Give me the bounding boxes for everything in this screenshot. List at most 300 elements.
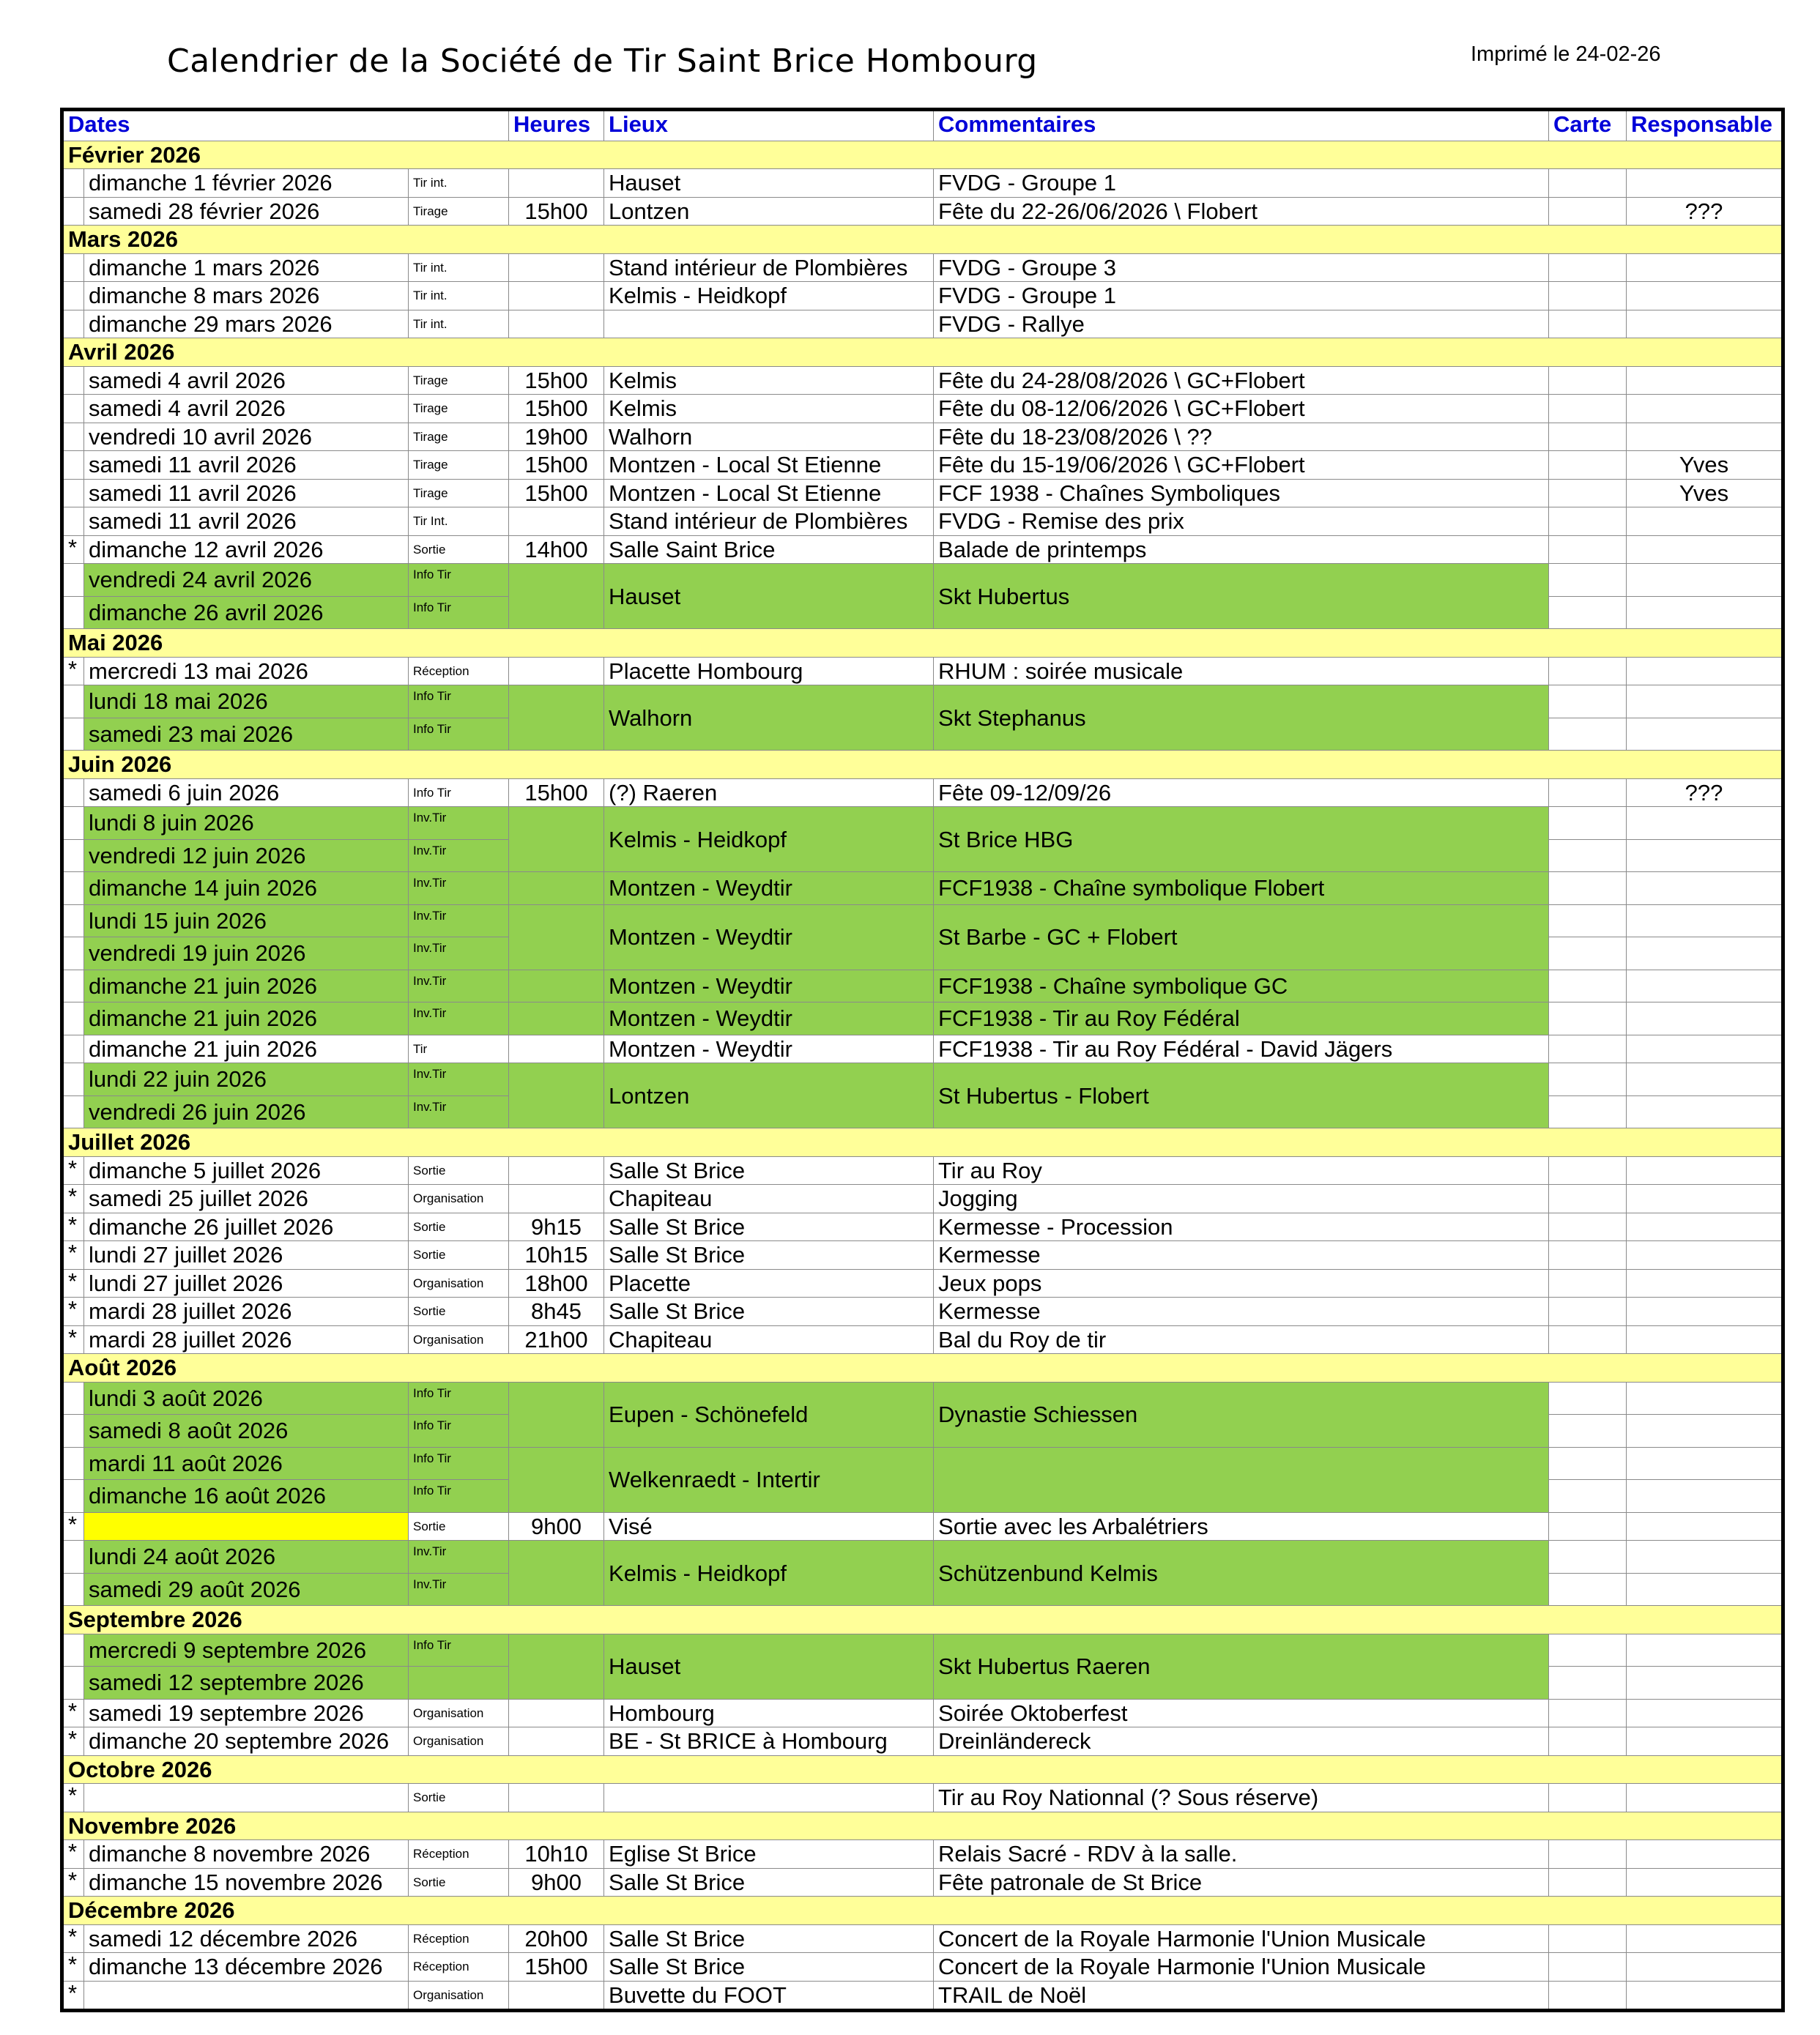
- invitation-place: Montzen - Weydtir: [604, 872, 934, 905]
- event-card: [1549, 1727, 1627, 1756]
- event-comment: Concert de la Royale Harmonie l'Union Musicale: [934, 1953, 1549, 1982]
- event-responsible: [1627, 685, 1783, 718]
- event-row[interactable]: [62, 1241, 1783, 1270]
- event-row[interactable]: [62, 1325, 1783, 1354]
- month-header-row: [62, 751, 1783, 779]
- invitation-place: Hauset: [604, 1634, 934, 1699]
- event-card: [1549, 1298, 1627, 1326]
- month-label: Juin 2026: [62, 751, 1783, 779]
- invitation-type: Info Tir: [409, 1634, 509, 1667]
- event-row[interactable]: [62, 1953, 1783, 1982]
- event-row[interactable]: [62, 535, 1783, 564]
- event-date: dimanche 29 mars 2026: [84, 310, 409, 338]
- month-label: Novembre 2026: [62, 1812, 1783, 1840]
- invitation-type: Inv.Tir: [409, 839, 509, 872]
- event-star-marker: *: [62, 1512, 84, 1541]
- event-star-marker: [62, 507, 84, 536]
- event-star-marker: *: [62, 1325, 84, 1354]
- invitation-date: dimanche 14 juin 2026: [84, 872, 409, 905]
- event-type: Sortie: [409, 1784, 509, 1812]
- event-responsible: [1627, 1924, 1783, 1953]
- invitation-comment: St Barbe - GC + Flobert: [934, 904, 1549, 970]
- event-comment: FVDG - Groupe 3: [934, 253, 1549, 282]
- invitation-type: Info Tir: [409, 596, 509, 629]
- event-place: Kelmis - Heidkopf: [604, 282, 934, 310]
- invitation-row[interactable]: [62, 1063, 1783, 1096]
- event-card: [1549, 1924, 1627, 1953]
- invitation-date: vendredi 24 avril 2026: [84, 564, 409, 597]
- event-responsible: [1627, 1325, 1783, 1354]
- event-star-marker: *: [62, 1185, 84, 1213]
- event-responsible: [1627, 970, 1783, 1002]
- invitation-row[interactable]: [62, 1002, 1783, 1035]
- event-row[interactable]: [62, 778, 1783, 807]
- invitation-date: mercredi 9 septembre 2026: [84, 1634, 409, 1667]
- event-comment: TRAIL de Noël: [934, 1981, 1549, 2011]
- invitation-date: vendredi 26 juin 2026: [84, 1095, 409, 1128]
- invitation-comment: Skt Hubertus Raeren: [934, 1634, 1549, 1699]
- event-type: Sortie: [409, 1512, 509, 1541]
- event-type: Organisation: [409, 1269, 509, 1298]
- event-hour: [509, 253, 604, 282]
- event-row[interactable]: [62, 1868, 1783, 1897]
- invitation-date: dimanche 26 avril 2026: [84, 596, 409, 629]
- month-header-row: [62, 629, 1783, 658]
- event-date: samedi 11 avril 2026: [84, 479, 409, 507]
- event-comment: FCF 1938 - Chaînes Symboliques: [934, 479, 1549, 507]
- invitation-type: Info Tir: [409, 685, 509, 718]
- event-type: Sortie: [409, 1868, 509, 1897]
- event-row[interactable]: [62, 1512, 1783, 1541]
- column-header-lieux[interactable]: Lieux: [604, 110, 934, 141]
- event-row[interactable]: [62, 395, 1783, 423]
- event-type: Organisation: [409, 1185, 509, 1213]
- event-comment: Fête du 08-12/06/2026 \ GC+Flobert: [934, 395, 1549, 423]
- calendar-body: [62, 110, 1783, 2011]
- invitation-type: [409, 1667, 509, 1700]
- event-comment: Fête du 18-23/08/2026 \ ??: [934, 423, 1549, 451]
- event-hour: 20h00: [509, 1924, 604, 1953]
- event-comment: Balade de printemps: [934, 535, 1549, 564]
- event-type: Organisation: [409, 1325, 509, 1354]
- invitation-hour: [509, 1382, 604, 1447]
- event-star-marker: [62, 1667, 84, 1700]
- invitation-row[interactable]: [62, 904, 1783, 937]
- event-type: Info Tir: [409, 778, 509, 807]
- event-star-marker: *: [62, 657, 84, 685]
- event-star-marker: *: [62, 1953, 84, 1982]
- event-row[interactable]: [62, 1840, 1783, 1869]
- event-place: Montzen - Local St Etienne: [604, 451, 934, 480]
- invitation-hour: [509, 970, 604, 1002]
- event-hour: [509, 169, 604, 198]
- event-row[interactable]: [62, 1185, 1783, 1213]
- event-star-marker: *: [62, 535, 84, 564]
- event-row[interactable]: [62, 1924, 1783, 1953]
- event-responsible: [1627, 282, 1783, 310]
- event-type: Tir int.: [409, 282, 509, 310]
- event-type: Tirage: [409, 479, 509, 507]
- invitation-type: Info Tir: [409, 1382, 509, 1415]
- invitation-row[interactable]: [62, 1634, 1783, 1667]
- event-place: Salle Saint Brice: [604, 535, 934, 564]
- event-hour: [509, 1699, 604, 1727]
- event-type: Réception: [409, 1924, 509, 1953]
- event-responsible: [1627, 1699, 1783, 1727]
- event-card: [1549, 507, 1627, 536]
- event-comment: Fête du 15-19/06/2026 \ GC+Flobert: [934, 451, 1549, 480]
- event-star-marker: *: [62, 1298, 84, 1326]
- event-place: [604, 1784, 934, 1812]
- event-star-marker: [62, 1415, 84, 1448]
- event-card: [1549, 564, 1627, 597]
- event-card: [1549, 1185, 1627, 1213]
- month-label: Mai 2026: [62, 629, 1783, 658]
- invitation-row[interactable]: [62, 1447, 1783, 1480]
- invitation-place: Welkenraedt - Intertir: [604, 1447, 934, 1512]
- event-responsible: [1627, 366, 1783, 395]
- event-star-marker: *: [62, 1269, 84, 1298]
- event-date: dimanche 1 février 2026: [84, 169, 409, 198]
- invitation-hour: [509, 1541, 604, 1606]
- month-label: Septembre 2026: [62, 1606, 1783, 1634]
- invitation-place: Hauset: [604, 564, 934, 629]
- month-header-row: [62, 1755, 1783, 1784]
- event-date: samedi 19 septembre 2026: [84, 1699, 409, 1727]
- event-star-marker: *: [62, 1241, 84, 1270]
- event-row[interactable]: [62, 1699, 1783, 1727]
- invitation-hour: [509, 1063, 604, 1128]
- invitation-row[interactable]: [62, 807, 1783, 840]
- event-star-marker: [62, 778, 84, 807]
- invitation-date: samedi 8 août 2026: [84, 1415, 409, 1448]
- invitation-comment: FCF1938 - Chaîne symbolique Flobert: [934, 872, 1549, 905]
- invitation-place: Montzen - Weydtir: [604, 970, 934, 1002]
- column-header-responsable[interactable]: Responsable: [1627, 110, 1783, 141]
- event-comment: Fête du 22-26/06/2026 \ Flobert: [934, 197, 1549, 226]
- event-row[interactable]: [62, 169, 1783, 198]
- event-place: Montzen - Local St Etienne: [604, 479, 934, 507]
- event-card: [1549, 1699, 1627, 1727]
- invitation-row[interactable]: [62, 564, 1783, 597]
- event-star-marker: [62, 970, 84, 1002]
- invitation-place: Kelmis - Heidkopf: [604, 807, 934, 872]
- event-comment: Jeux pops: [934, 1269, 1549, 1298]
- event-row[interactable]: [62, 1981, 1783, 2011]
- event-responsible: [1627, 1063, 1783, 1096]
- event-place: Salle St Brice: [604, 1213, 934, 1241]
- invitation-date: mardi 11 août 2026: [84, 1447, 409, 1480]
- event-star-marker: *: [62, 1784, 84, 1812]
- month-label: Décembre 2026: [62, 1897, 1783, 1925]
- invitation-type: Inv.Tir: [409, 1002, 509, 1035]
- event-responsible: [1627, 1953, 1783, 1982]
- invitation-row[interactable]: [62, 872, 1783, 905]
- event-type: Organisation: [409, 1699, 509, 1727]
- invitation-row[interactable]: [62, 1541, 1783, 1574]
- event-place: BE - St BRICE à Hombourg: [604, 1727, 934, 1756]
- event-card: [1549, 1953, 1627, 1982]
- event-responsible: [1627, 807, 1783, 840]
- event-place: Salle St Brice: [604, 1241, 934, 1270]
- invitation-comment: Skt Stephanus: [934, 685, 1549, 751]
- event-star-marker: *: [62, 1699, 84, 1727]
- event-responsible: [1627, 310, 1783, 338]
- month-label: Avril 2026: [62, 338, 1783, 367]
- event-hour: [509, 1156, 604, 1185]
- event-star-marker: *: [62, 1213, 84, 1241]
- invitation-date: vendredi 12 juin 2026: [84, 839, 409, 872]
- event-row[interactable]: [62, 1035, 1783, 1063]
- event-hour: 21h00: [509, 1325, 604, 1354]
- event-star-marker: [62, 1541, 84, 1574]
- event-responsible: [1627, 1667, 1783, 1700]
- event-card: [1549, 1868, 1627, 1897]
- event-responsible: [1627, 395, 1783, 423]
- event-type: Tirage: [409, 197, 509, 226]
- event-type: Réception: [409, 1840, 509, 1869]
- event-type: Organisation: [409, 1727, 509, 1756]
- event-star-marker: [62, 872, 84, 905]
- event-date: lundi 27 juillet 2026: [84, 1241, 409, 1270]
- invitation-hour: [509, 1002, 604, 1035]
- event-comment: Sortie avec les Arbalétriers: [934, 1512, 1549, 1541]
- event-responsible: [1627, 1981, 1783, 2011]
- event-star-marker: [62, 253, 84, 282]
- event-comment: Kermesse - Procession: [934, 1213, 1549, 1241]
- event-date: dimanche 5 juillet 2026: [84, 1156, 409, 1185]
- event-responsible: [1627, 1002, 1783, 1035]
- event-type: Sortie: [409, 535, 509, 564]
- event-type: Sortie: [409, 1298, 509, 1326]
- event-card: [1549, 423, 1627, 451]
- event-card: [1549, 1063, 1627, 1096]
- event-responsible: [1627, 1480, 1783, 1513]
- event-star-marker: [62, 1382, 84, 1415]
- column-header-dates[interactable]: Dates: [62, 110, 509, 141]
- invitation-date: lundi 18 mai 2026: [84, 685, 409, 718]
- event-comment: Concert de la Royale Harmonie l'Union Musicale: [934, 1924, 1549, 1953]
- event-date: dimanche 21 juin 2026: [84, 1035, 409, 1063]
- event-star-marker: *: [62, 1924, 84, 1953]
- event-responsible: Yves: [1627, 479, 1783, 507]
- invitation-hour: [509, 564, 604, 629]
- event-row[interactable]: [62, 657, 1783, 685]
- event-date: samedi 4 avril 2026: [84, 395, 409, 423]
- event-card: [1549, 535, 1627, 564]
- event-comment: Dreinländereck: [934, 1727, 1549, 1756]
- event-type: Tir Int.: [409, 507, 509, 536]
- event-star-marker: [62, 718, 84, 751]
- event-hour: 9h15: [509, 1213, 604, 1241]
- event-row[interactable]: [62, 282, 1783, 310]
- event-responsible: [1627, 596, 1783, 629]
- column-header-heures[interactable]: Heures: [509, 110, 604, 141]
- event-place: Eglise St Brice: [604, 1840, 934, 1869]
- event-place: Placette Hombourg: [604, 657, 934, 685]
- invitation-type: Info Tir: [409, 718, 509, 751]
- event-card: [1549, 1241, 1627, 1270]
- event-card: [1549, 1325, 1627, 1354]
- event-row[interactable]: [62, 197, 1783, 226]
- event-comment: FCF1938 - Tir au Roy Fédéral - David Jägers: [934, 1035, 1549, 1063]
- month-header-row: [62, 141, 1783, 169]
- event-type: Tir int.: [409, 253, 509, 282]
- event-card: [1549, 253, 1627, 282]
- event-responsible: [1627, 1035, 1783, 1063]
- event-date: [84, 1512, 409, 1541]
- event-responsible: [1627, 657, 1783, 685]
- event-star-marker: *: [62, 1840, 84, 1869]
- event-date: mercredi 13 mai 2026: [84, 657, 409, 685]
- event-hour: 15h00: [509, 479, 604, 507]
- event-date: dimanche 8 novembre 2026: [84, 1840, 409, 1869]
- event-card: [1549, 451, 1627, 480]
- event-place: [604, 310, 934, 338]
- invitation-date: lundi 3 août 2026: [84, 1382, 409, 1415]
- invitation-comment: FCF1938 - Tir au Roy Fédéral: [934, 1002, 1549, 1035]
- event-row[interactable]: [62, 366, 1783, 395]
- event-type: Sortie: [409, 1156, 509, 1185]
- month-label: Février 2026: [62, 141, 1783, 169]
- page-title: Calendrier de la Société de Tir Saint Brice Hombourg: [167, 42, 1038, 80]
- invitation-hour: [509, 904, 604, 970]
- event-star-marker: [62, 1002, 84, 1035]
- event-hour: [509, 1727, 604, 1756]
- event-row[interactable]: [62, 479, 1783, 507]
- event-responsible: [1627, 872, 1783, 905]
- event-card: [1549, 596, 1627, 629]
- event-responsible: [1627, 253, 1783, 282]
- event-star-marker: [62, 685, 84, 718]
- event-responsible: [1627, 718, 1783, 751]
- event-date: samedi 4 avril 2026: [84, 366, 409, 395]
- event-row[interactable]: [62, 1298, 1783, 1326]
- column-header-carte[interactable]: Carte: [1549, 110, 1627, 141]
- event-card: [1549, 1634, 1627, 1667]
- event-hour: 15h00: [509, 778, 604, 807]
- event-card: [1549, 1480, 1627, 1513]
- event-row[interactable]: [62, 1213, 1783, 1241]
- invitation-row[interactable]: [62, 970, 1783, 1002]
- event-place: Kelmis: [604, 366, 934, 395]
- month-header-row: [62, 338, 1783, 367]
- event-comment: Kermesse: [934, 1298, 1549, 1326]
- event-place: Salle St Brice: [604, 1868, 934, 1897]
- month-header-row: [62, 1606, 1783, 1634]
- invitation-row[interactable]: [62, 1382, 1783, 1415]
- event-star-marker: [62, 564, 84, 597]
- event-hour: 14h00: [509, 535, 604, 564]
- event-date: dimanche 26 juillet 2026: [84, 1213, 409, 1241]
- event-row[interactable]: [62, 310, 1783, 338]
- event-card: [1549, 1573, 1627, 1606]
- event-row[interactable]: [62, 253, 1783, 282]
- invitation-date: dimanche 21 juin 2026: [84, 1002, 409, 1035]
- column-header-commentaires[interactable]: Commentaires: [934, 110, 1549, 141]
- event-comment: FVDG - Remise des prix: [934, 507, 1549, 536]
- event-responsible: [1627, 564, 1783, 597]
- event-date: samedi 6 juin 2026: [84, 778, 409, 807]
- event-star-marker: *: [62, 1868, 84, 1897]
- event-star-marker: [62, 839, 84, 872]
- event-place: (?) Raeren: [604, 778, 934, 807]
- event-type: Tir: [409, 1035, 509, 1063]
- event-responsible: [1627, 904, 1783, 937]
- event-place: Placette: [604, 1269, 934, 1298]
- event-card: [1549, 1213, 1627, 1241]
- invitation-row[interactable]: [62, 685, 1783, 718]
- event-type: Tirage: [409, 423, 509, 451]
- invitation-type: Inv.Tir: [409, 904, 509, 937]
- event-row[interactable]: [62, 507, 1783, 536]
- event-row[interactable]: [62, 1269, 1783, 1298]
- event-date: samedi 25 juillet 2026: [84, 1185, 409, 1213]
- event-row[interactable]: [62, 1727, 1783, 1756]
- event-comment: Relais Sacré - RDV à la salle.: [934, 1840, 1549, 1869]
- invitation-comment: FCF1938 - Chaîne symbolique GC: [934, 970, 1549, 1002]
- invitation-comment: Dynastie Schiessen: [934, 1382, 1549, 1447]
- event-hour: [509, 282, 604, 310]
- invitation-type: Inv.Tir: [409, 970, 509, 1002]
- event-hour: 15h00: [509, 1953, 604, 1982]
- invitation-place: Kelmis - Heidkopf: [604, 1541, 934, 1606]
- event-responsible: [1627, 535, 1783, 564]
- event-hour: [509, 1981, 604, 2011]
- event-date: [84, 1784, 409, 1812]
- event-row[interactable]: [62, 1156, 1783, 1185]
- event-place: Salle St Brice: [604, 1924, 934, 1953]
- event-star-marker: [62, 282, 84, 310]
- invitation-comment: Schützenbund Kelmis: [934, 1541, 1549, 1606]
- event-type: Tirage: [409, 366, 509, 395]
- event-row[interactable]: [62, 451, 1783, 480]
- event-comment: RHUM : soirée musicale: [934, 657, 1549, 685]
- event-place: Salle St Brice: [604, 1156, 934, 1185]
- event-responsible: [1627, 1156, 1783, 1185]
- event-star-marker: [62, 197, 84, 226]
- event-star-marker: [62, 1447, 84, 1480]
- event-comment: FVDG - Rallye: [934, 310, 1549, 338]
- month-header-row: [62, 1897, 1783, 1925]
- invitation-comment: St Hubertus - Flobert: [934, 1063, 1549, 1128]
- event-row[interactable]: [62, 1784, 1783, 1812]
- event-card: [1549, 310, 1627, 338]
- invitation-place: Montzen - Weydtir: [604, 1002, 934, 1035]
- event-responsible: ???: [1627, 197, 1783, 226]
- event-card: [1549, 937, 1627, 970]
- event-date: [84, 1981, 409, 2011]
- event-star-marker: *: [62, 1981, 84, 2011]
- event-hour: 9h00: [509, 1512, 604, 1541]
- event-place: Hauset: [604, 169, 934, 198]
- event-responsible: [1627, 507, 1783, 536]
- event-card: [1549, 872, 1627, 905]
- event-comment: FVDG - Groupe 1: [934, 169, 1549, 198]
- event-card: [1549, 1667, 1627, 1700]
- event-date: dimanche 20 septembre 2026: [84, 1727, 409, 1756]
- month-label: Août 2026: [62, 1354, 1783, 1383]
- event-place: Montzen - Weydtir: [604, 1035, 934, 1063]
- invitation-type: Inv.Tir: [409, 1541, 509, 1574]
- event-responsible: [1627, 1382, 1783, 1415]
- event-row[interactable]: [62, 423, 1783, 451]
- event-responsible: [1627, 1298, 1783, 1326]
- event-card: [1549, 1269, 1627, 1298]
- event-responsible: ???: [1627, 778, 1783, 807]
- event-card: [1549, 282, 1627, 310]
- month-label: Juillet 2026: [62, 1128, 1783, 1157]
